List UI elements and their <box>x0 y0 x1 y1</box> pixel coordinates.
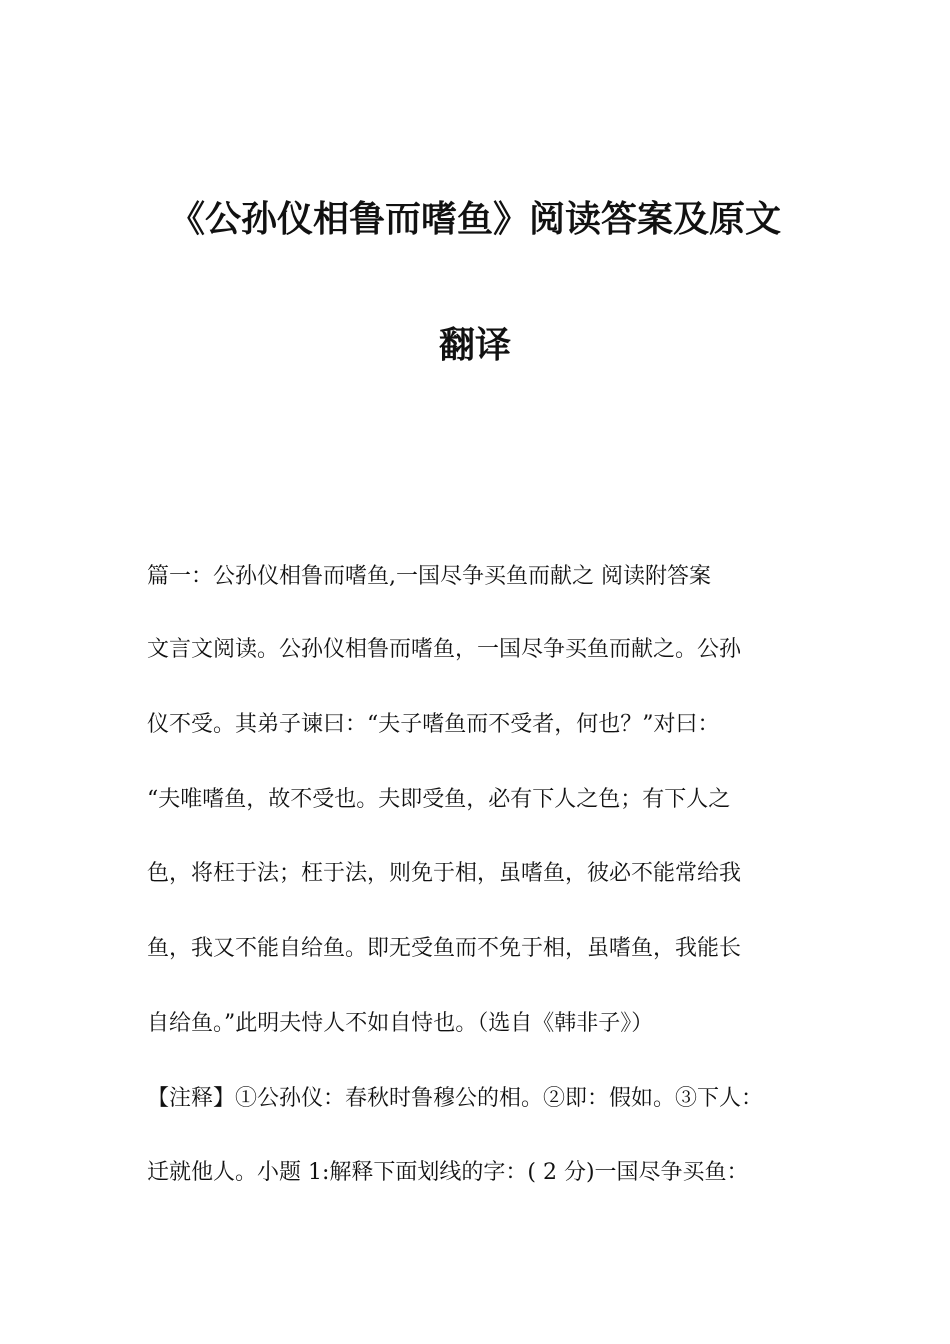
text-line: 鱼，我又不能自给鱼。即无受鱼而不免于相，虽嗜鱼，我能长 <box>147 936 742 961</box>
text-line: 自给鱼。”此明夫恃人不如自恃也。（选自《韩非子》） <box>147 1011 654 1036</box>
document-title-line-2: 翻译 <box>438 325 511 366</box>
annotation-line: 【注释】①公孙仪：春秋时鲁穆公的相。②即：假如。③下人： <box>147 1086 764 1111</box>
question-line: 迁就他人。小题 1:解释下面划线的字：( 2 分)一国尽争买鱼： <box>147 1160 749 1185</box>
paragraph-heading: 篇一：公孙仪相鲁而嗜鱼,一国尽争买鱼而献之 阅读附答案 <box>147 564 711 589</box>
document-title-line-1: 《公孙仪相鲁而嗜鱼》阅读答案及原文 <box>168 199 781 240</box>
text-line: 色，将枉于法；枉于法，则免于相，虽嗜鱼，彼必不能常给我 <box>147 861 742 886</box>
text-line: 仪不受。其弟子谏曰：“夫子嗜鱼而不受者，何也？”对曰： <box>147 712 720 737</box>
text-line: 文言文阅读。公孙仪相鲁而嗜鱼，一国尽争买鱼而献之。公孙 <box>147 637 742 662</box>
text-line: “夫唯嗜鱼，故不受也。夫即受鱼，必有下人之色；有下人之 <box>147 787 731 812</box>
